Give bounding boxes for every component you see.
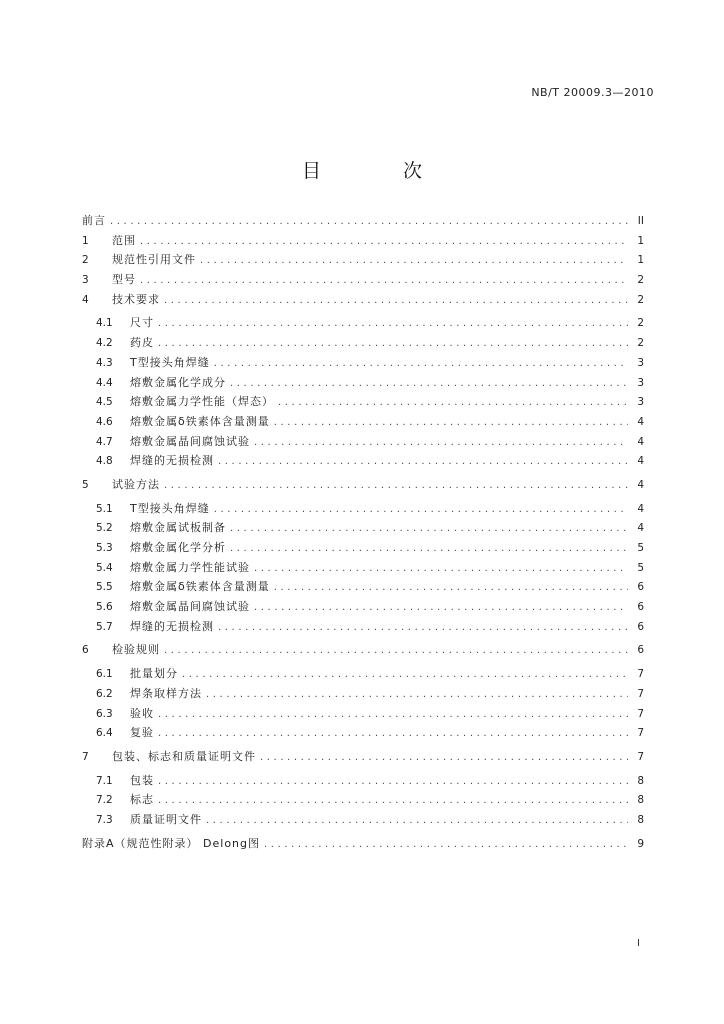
toc-leader-dots xyxy=(274,582,628,593)
toc-entry-page: 8 xyxy=(637,774,644,787)
toc-entry[interactable] xyxy=(82,724,644,744)
toc-entry-page: 5 xyxy=(637,561,644,574)
toc-leader-dots xyxy=(158,338,628,349)
toc-entry[interactable] xyxy=(82,452,644,472)
toc-entry-page: 1 xyxy=(637,234,644,247)
toc-entry-label: 熔敷金属试板制备 xyxy=(130,521,226,535)
toc-entry-label: T型接头角焊缝 xyxy=(130,501,210,515)
toc-leader-dots xyxy=(158,776,628,787)
toc-leader-dots xyxy=(158,728,628,739)
toc-entry[interactable] xyxy=(82,665,644,685)
toc-leader-dots xyxy=(278,397,628,408)
toc-entry[interactable] xyxy=(82,618,644,638)
toc-leader-dots xyxy=(110,216,628,227)
toc-entry[interactable] xyxy=(82,314,644,334)
toc-leader-dots xyxy=(158,709,628,720)
toc-leader-dots xyxy=(158,795,628,806)
toc-entry-page: 6 xyxy=(637,601,644,614)
toc-leader-dots xyxy=(274,417,628,428)
toc-entry-page: 4 xyxy=(637,522,644,535)
toc-leader-dots xyxy=(230,523,628,534)
toc-entry-number: 5.1 xyxy=(96,502,113,515)
toc-entry[interactable] xyxy=(82,433,644,453)
toc-leader-dots xyxy=(140,275,628,286)
toc-entry-number: 4.6 xyxy=(96,415,113,428)
toc-entry-label: 附录A（规范性附录） Delong图 xyxy=(82,836,260,850)
toc-entry-label: 焊条取样方法 xyxy=(130,686,202,700)
toc-leader-dots xyxy=(264,839,628,850)
toc-entry[interactable] xyxy=(82,476,644,496)
toc-leader-dots xyxy=(206,815,628,826)
toc-entry-label: 前言 xyxy=(82,214,106,227)
toc-entry-label: 尺寸 xyxy=(130,316,154,330)
toc-entry-number: 6.2 xyxy=(96,687,113,700)
toc-leader-dots xyxy=(230,543,628,554)
table-of-contents xyxy=(82,212,644,854)
toc-leader-dots xyxy=(200,255,628,266)
toc-entry-label: 焊缝的无损检测 xyxy=(130,454,214,468)
toc-entry[interactable] xyxy=(82,413,644,433)
toc-entry-number: 4.8 xyxy=(96,455,113,468)
toc-entry-page: 1 xyxy=(637,254,644,267)
toc-entry-number: 7.1 xyxy=(96,774,113,787)
toc-entry-number: 6 xyxy=(82,644,89,657)
toc-entry-page: 3 xyxy=(637,356,644,369)
toc-leader-dots xyxy=(182,669,628,680)
toc-entry-page: 6 xyxy=(637,644,644,657)
toc-entry[interactable] xyxy=(82,271,644,291)
toc-entry-label: 批量划分 xyxy=(130,667,178,681)
toc-entry-page: 2 xyxy=(637,337,644,350)
toc-entry-page: 2 xyxy=(637,293,644,306)
toc-entry-number: 4.3 xyxy=(96,356,113,369)
toc-entry[interactable] xyxy=(82,232,644,252)
toc-entry[interactable] xyxy=(82,393,644,413)
page-title: 目 次 xyxy=(301,160,461,182)
toc-entry-label: 复验 xyxy=(130,726,154,740)
toc-entry-label: 熔敷金属化学分析 xyxy=(130,541,226,554)
toc-entry-label: 标志 xyxy=(130,793,154,807)
toc-leader-dots xyxy=(158,318,628,329)
toc-entry-label: 试验方法 xyxy=(112,477,160,491)
toc-entry-page: 6 xyxy=(637,620,644,633)
toc-entry-page: 9 xyxy=(637,837,644,850)
toc-entry-number: 2 xyxy=(82,254,89,267)
toc-leader-dots xyxy=(164,645,628,656)
toc-entry-page: 4 xyxy=(637,415,644,428)
toc-entry-number: 5.7 xyxy=(96,620,113,633)
toc-entry-label: 验收 xyxy=(130,706,154,720)
toc-entry-page: 4 xyxy=(637,478,644,491)
toc-entry-page: 6 xyxy=(637,581,644,594)
toc-entry-number: 4.2 xyxy=(96,337,113,350)
toc-entry-label: 型号 xyxy=(112,273,136,287)
toc-leader-dots xyxy=(260,752,628,763)
toc-entry[interactable] xyxy=(82,374,644,394)
toc-entry[interactable] xyxy=(82,811,644,831)
toc-entry-label: 熔敷金属δ铁素体含量测量 xyxy=(130,414,270,428)
toc-entry-label: 熔敷金属力学性能（焊态） xyxy=(130,395,274,409)
toc-entry-number: 7.2 xyxy=(96,794,113,807)
toc-leader-dots xyxy=(254,437,628,448)
toc-entry-page: 3 xyxy=(637,376,644,389)
toc-entry-page: 2 xyxy=(637,274,644,287)
toc-entry-number: 4.4 xyxy=(96,376,113,389)
toc-entry-label: 熔敷金属力学性能试验 xyxy=(130,560,250,574)
toc-entry-page: 7 xyxy=(637,668,644,681)
toc-entry[interactable] xyxy=(82,748,644,768)
toc-entry-page: 7 xyxy=(637,727,644,740)
toc-leader-dots xyxy=(254,602,628,613)
toc-entry-number: 4.5 xyxy=(96,396,113,409)
toc-entry-label: 熔敷金属晶间腐蚀试验 xyxy=(130,434,250,448)
toc-entry[interactable] xyxy=(82,334,644,354)
toc-leader-dots xyxy=(140,236,628,247)
toc-entry[interactable] xyxy=(82,835,644,855)
toc-entry[interactable] xyxy=(82,500,644,520)
toc-entry-page: 7 xyxy=(637,707,644,720)
toc-entry-page: 4 xyxy=(637,435,644,448)
toc-entry-label: T型接头角焊缝 xyxy=(130,355,210,369)
toc-entry-label: 包装 xyxy=(130,773,154,787)
toc-entry[interactable] xyxy=(82,251,644,271)
toc-leader-dots xyxy=(164,480,628,491)
toc-entry[interactable] xyxy=(82,559,644,579)
toc-entry[interactable] xyxy=(82,212,644,232)
toc-entry-label: 规范性引用文件 xyxy=(112,253,196,267)
toc-entry-number: 4.1 xyxy=(96,317,113,330)
toc-entry[interactable] xyxy=(82,685,644,705)
toc-entry-label: 包装、标志和质量证明文件 xyxy=(112,749,256,763)
toc-entry-number: 4.7 xyxy=(96,435,113,448)
toc-entry-label: 质量证明文件 xyxy=(130,812,202,826)
toc-entry-page: 5 xyxy=(637,542,644,554)
toc-entry[interactable] xyxy=(82,539,644,559)
toc-entry-label: 熔敷金属化学成分 xyxy=(130,375,226,389)
toc-entry-label: 药皮 xyxy=(130,336,154,350)
toc-entry-label: 熔敷金属晶间腐蚀试验 xyxy=(130,600,250,614)
toc-entry-number: 4 xyxy=(82,293,89,306)
toc-entry[interactable] xyxy=(82,519,644,539)
toc-entry-number: 5.5 xyxy=(96,581,113,594)
toc-entry-page: 7 xyxy=(637,687,644,700)
toc-entry-number: 6.4 xyxy=(96,727,113,740)
toc-entry[interactable] xyxy=(82,791,644,811)
toc-entry[interactable] xyxy=(82,291,644,311)
toc-entry-label: 技术要求 xyxy=(112,292,160,306)
toc-entry-number: 1 xyxy=(82,234,89,247)
toc-entry-number: 5 xyxy=(82,478,89,491)
toc-entry-label: 熔敷金属δ铁素体含量测量 xyxy=(130,580,270,594)
toc-entry[interactable] xyxy=(82,705,644,725)
toc-entry-label: 检验规则 xyxy=(112,643,160,657)
toc-entry[interactable] xyxy=(82,641,644,661)
toc-entry-number: 5.3 xyxy=(96,542,113,554)
toc-leader-dots xyxy=(254,563,628,574)
document-code: NB/T 20009.3—2010 xyxy=(531,86,654,99)
toc-entry-page: 8 xyxy=(637,813,644,826)
toc-entry-number: 6.3 xyxy=(96,707,113,720)
toc-entry[interactable] xyxy=(82,354,644,374)
toc-entry-label: 范围 xyxy=(112,233,136,247)
toc-entry[interactable] xyxy=(82,772,644,792)
toc-leader-dots xyxy=(218,622,628,633)
toc-leader-dots xyxy=(206,689,628,700)
toc-entry-number: 3 xyxy=(82,274,89,287)
toc-entry-number: 5.2 xyxy=(96,522,113,535)
toc-leader-dots xyxy=(164,295,628,306)
toc-leader-dots xyxy=(218,456,628,467)
toc-entry-label: 焊缝的无损检测 xyxy=(130,619,214,633)
toc-entry-page: 4 xyxy=(637,502,644,515)
toc-entry-number: 6.1 xyxy=(96,668,113,681)
toc-leader-dots xyxy=(214,358,628,369)
toc-entry-page: II xyxy=(637,215,644,227)
toc-entry-number: 5.4 xyxy=(96,561,113,574)
page-number: I xyxy=(637,938,640,949)
toc-entry-number: 7.3 xyxy=(96,813,113,826)
toc-leader-dots xyxy=(230,378,628,389)
toc-entry-page: 4 xyxy=(637,455,644,468)
toc-entry[interactable] xyxy=(82,578,644,598)
toc-entry-page: 8 xyxy=(637,794,644,807)
toc-leader-dots xyxy=(214,504,628,515)
toc-entry-page: 7 xyxy=(637,750,644,763)
toc-entry-page: 2 xyxy=(637,317,644,330)
toc-entry-number: 7 xyxy=(82,750,89,763)
toc-entry-number: 5.6 xyxy=(96,601,113,614)
toc-entry[interactable] xyxy=(82,598,644,618)
toc-entry-page: 3 xyxy=(637,396,644,409)
